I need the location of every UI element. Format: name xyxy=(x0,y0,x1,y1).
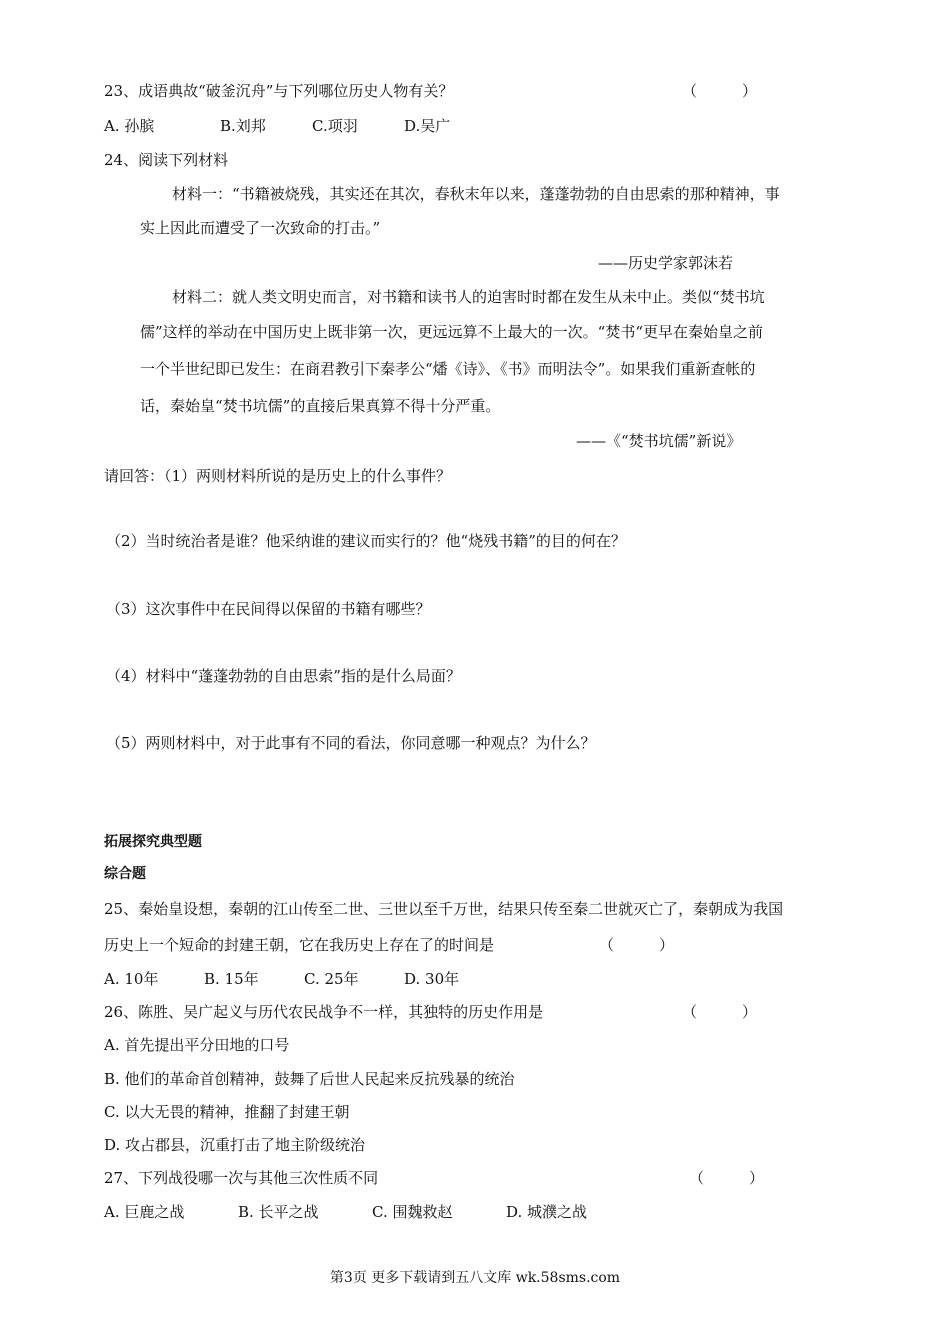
q27-options xyxy=(104,1202,587,1222)
q24-subquestion-1: 请回答：（1）两则材料所说的是历史上的什么事件？ xyxy=(104,467,452,485)
q27-option-b: B. 长平之战 xyxy=(238,1203,319,1221)
q23-stem: 23、成语典故“破釜沉舟”与下列哪位历史人物有关？ xyxy=(104,82,454,100)
q24-material2-line4: 话，秦始皇“焚书坑儒”的直接后果真算不得十分严重。 xyxy=(140,397,501,415)
q25-option-a: A. 10年 xyxy=(104,970,159,988)
q23-options xyxy=(104,116,450,136)
q24-material2-line3: 一个半世纪即已发生：在商君教引下秦孝公“燔《诗》、《书》而明法令”。如果我们重新查帐的 xyxy=(140,360,756,378)
q23-option-d: D.吴广 xyxy=(404,117,451,135)
q24-subquestion-4: （4）材料中“蓬蓬勃勃的自由思索”指的是什么局面？ xyxy=(106,667,461,685)
q25-option-b: B. 15年 xyxy=(204,970,259,988)
q27-option-c: C. 围魏救赵 xyxy=(372,1203,453,1221)
q25-option-c: C. 25年 xyxy=(304,970,359,988)
q23-option-c: C.项羽 xyxy=(312,117,358,135)
q24-subquestion-3: （3）这次事件中在民间得以保留的书籍有哪些？ xyxy=(106,600,431,618)
q25-answer-paren: （ ） xyxy=(599,936,675,954)
q24-material2-line2: 儒”这样的举动在中国历史上既非第一次，更远远算不上最大的一次。“焚书“更早在秦始皇之前 xyxy=(140,323,764,341)
q27-option-d: D. 城濮之战 xyxy=(506,1203,588,1221)
q26-answer-paren: （ ） xyxy=(682,1003,758,1021)
q26-option-b: B. 他们的革命首创精神，鼓舞了后世人民起来反抗残暴的统治 xyxy=(104,1070,515,1088)
q24-subquestion-2: （2）当时统治者是谁？他采纳谁的建议而实行的？他“烧残书籍”的目的何在？ xyxy=(106,532,626,550)
q26-option-d: D. 攻占郡县，沉重打击了地主阶级统治 xyxy=(104,1136,366,1154)
q23-option-b: B.刘邦 xyxy=(220,117,266,135)
q24-material2-source: ——《“焚书坑儒”新说》 xyxy=(576,432,742,450)
q23-answer-paren: （ ） xyxy=(682,82,758,100)
q24-material2-line1: 材料二：就人类文明史而言，对书籍和读书人的迫害时时都在发生从未中止。类似“焚书坑 xyxy=(172,288,765,306)
q25-stem-line2: 历史上一个短命的封建王朝，它在我历史上存在了的时间是 xyxy=(104,936,495,954)
q27-option-a: A. 巨鹿之战 xyxy=(104,1203,185,1221)
q23-option-a: A. 孙膑 xyxy=(104,117,155,135)
q24-material1-source: ——历史学家郭沫若 xyxy=(598,254,734,272)
q24-material1-line1: 材料一：“书籍被烧残，其实还在其次，春秋末年以来，蓬蓬勃勃的自由思索的那种精神，事 xyxy=(172,185,780,203)
section-title: 拓展探究典型题 xyxy=(104,834,202,850)
q24-material1-line2: 实上因此而遭受了一次致命的打击。” xyxy=(140,219,381,237)
q26-stem: 26、陈胜、吴广起义与历代农民战争不一样，其独特的历史作用是 xyxy=(104,1003,544,1021)
q25-option-d: D. 30年 xyxy=(404,970,460,988)
q27-stem: 27、下列战役哪一次与其他三次性质不同 xyxy=(104,1169,379,1187)
q25-options xyxy=(104,969,459,989)
q27-answer-paren: （ ） xyxy=(689,1169,765,1187)
q24-stem: 24、阅读下列材料 xyxy=(104,151,229,169)
section-subtitle: 综合题 xyxy=(104,866,146,882)
q26-option-a: A. 首先提出平分田地的口号 xyxy=(104,1036,290,1054)
q26-option-c: C. 以大无畏的精神，推翻了封建王朝 xyxy=(104,1103,350,1121)
page-footer: 第3页 更多下载请到五八文库 wk.58sms.com xyxy=(329,1270,621,1286)
q24-subquestion-5: （5）两则材料中，对于此事有不同的看法，你同意哪一种观点？为什么？ xyxy=(106,734,596,752)
q25-stem-line1: 25、秦始皇设想，秦朝的江山传至二世、三世以至千万世，结果只传至秦二世就灭亡了，秦朝成为我国 xyxy=(104,900,784,918)
